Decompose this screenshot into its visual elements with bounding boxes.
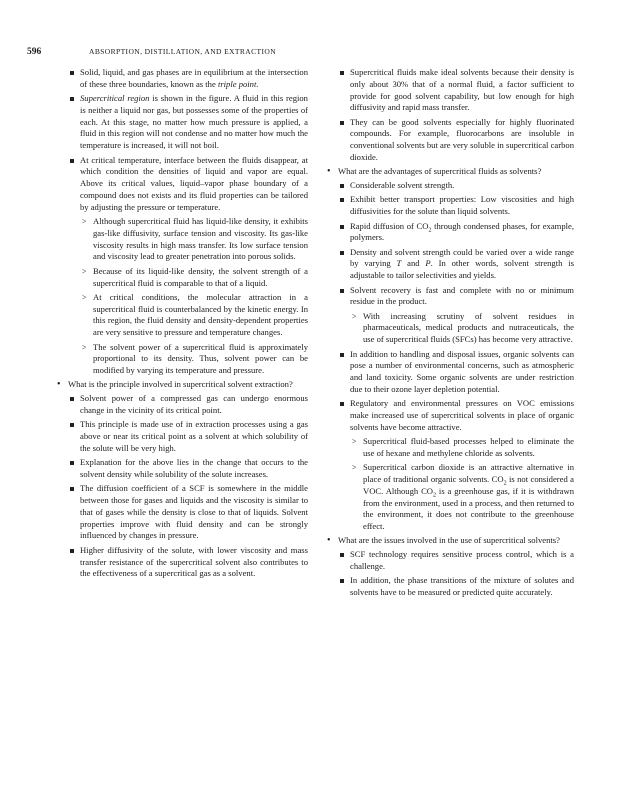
subpoint-hexane-elimination: > Supercritical fluid-based processes helped to eliminate the use of hexane and methylene chloride as solvents.: [350, 436, 574, 460]
bullet-solvent-strength: Considerable solvent strength.: [338, 180, 574, 192]
left-column: [56, 67, 308, 583]
bullet-higher-diffusivity: Higher diffusivity of the solute, with lower viscosity and mass transfer resistance of the supercritical solvent also contributes to the effectiveness of a supercritical gas as a solvent.: [68, 545, 308, 580]
question-principle: • What is the principle involved in supercritical solvent extraction?: [56, 379, 308, 391]
bullet-explanation: Explanation for the above lies in the change that occurs to the solvent density while solubility of the solute increases.: [68, 457, 308, 481]
bullet-environmental-concerns: In addition to handling and disposal issues, organic solvents can pose a number of environmental concerns, such as atmospheric and land toxicity. Some organic solvents are under restriction due to their ozone layer depletion potential.: [338, 349, 574, 396]
page-header: [27, 47, 597, 59]
bullet-ideal-solvents: Supercritical fluids make ideal solvents because their density is only about 30% that of a normal fluid, a factor sufficient to provide for good solvent capability, but low enough for high diffusivity and rapid mass transfer.: [338, 67, 574, 114]
bullet-solvent-power: Solvent power of a compressed gas can undergo enormous change in the vicinity of its critical point.: [68, 393, 308, 417]
running-head: ABSORPTION, DISTILLATION, AND EXTRACTION: [89, 47, 277, 56]
subpoint-carbon-dioxide: > Supercritical carbon dioxide is an attractive alternative in place of traditional organic solvents. $CO_2$ is not considered a VOC. Although $CO_2$ is a greenhouse gas, if it is withdrawn from the environment, used in a process, and then returned to the environment, it does not contribute to the greenhouse effect.: [350, 462, 574, 533]
subpoint-gas-like-diffusivity: > Although supercritical fluid has liquid-like density, it exhibits gas-like diffusivity, surface tension and viscosity. Its gas-like viscosity results in high mass transfer. Its low surface tension and viscosity lead to greater penetration into porous solids.: [80, 216, 308, 263]
bullet-voc-regulation: Regulatory and environmental pressures on VOC emissions make increased use of supercritical solvents in place of organic solvents have become attractive.: [338, 398, 574, 433]
bullet-diffusion-coefficient: The diffusion coefficient of a SCF is somewhere in the middle between those for gases and liquids and the viscosity is similar to that of gases while the density is close to that of liquids. Solvent properties improve with fluid density and can be strongly influenced by changes in pressure.: [68, 483, 308, 542]
subpoint-solvent-residues: > With increasing scrutiny of solvent residues in pharmaceuticals, medical products and nutraceuticals, the use of supercritical fluids (SFCs) has become very attractive.: [350, 311, 574, 346]
page-number: 596: [27, 47, 42, 57]
bullet-fluorinated: They can be good solvents especially for highly fluorinated compounds. For example, fluorocarbons are insoluble in conventional solvents but are very soluble in supercritical carbon dioxide.: [338, 117, 574, 164]
subpoint-liquid-like-density: > Because of its liquid-like density, the solvent strength of a supercritical fluid is comparable to that of a liquid.: [80, 266, 308, 290]
bullet-principle-use: This principle is made use of in extraction processes using a gas above or near its critical point as a solvent at which solubility of the solute will be very high.: [68, 419, 308, 454]
bullet-density-variation: Density and solvent strength could be varied over a wide range by varying T and P. In other words, solvent strength is adjustable to tailor selectivities and yields.: [338, 247, 574, 282]
bullet-critical-temperature: At critical temperature, interface between the fluids disappear, at which condition the densities of liquid and vapor are equal. Above its critical values, liquid–vapor phase boundary of a compound does not exists and its fluid properties can be tailored by adjusting the pressure or temperature.: [68, 155, 308, 214]
question-issues: • What are the issues involved in the use of supercritical solvents?: [326, 535, 574, 547]
subpoint-solvent-power: > The solvent power of a supercritical fluid is approximately proportional to its density. Thus, solvent power can be modified by varying its temperature and pressure.: [80, 342, 308, 377]
bullet-supercritical-region: Supercritical region is shown in the figure. A fluid in this region is neither a liquid nor gas, but possesses some of the properties of each. At this stage, no matter how much pressure is applied, a fluid in this region will not condense and no matter how much the temperature is increased, it will not boil.: [68, 93, 308, 152]
bullet-rapid-diffusion: Rapid diffusion of $CO_2$ through condensed phases, for example, polymers.: [338, 221, 574, 245]
bullet-solvent-recovery: Solvent recovery is fast and complete with no or minimum residue in the product.: [338, 285, 574, 309]
right-column: [326, 67, 574, 601]
bullet-transport-properties: Exhibit better transport properties: Low viscosities and high diffusivities for the solute than liquid solvents.: [338, 194, 574, 218]
bullet-process-control: SCF technology requires sensitive process control, which is a challenge.: [338, 549, 574, 573]
question-advantages: • What are the advantages of supercritical fluids as solvents?: [326, 166, 574, 178]
bullet-triple-point: Solid, liquid, and gas phases are in equilibrium at the intersection of these three boundaries, known as the triple point.: [68, 67, 308, 91]
bullet-phase-transitions: In addition, the phase transitions of the mixture of solutes and solvents have to be measured or predicted quite accurately.: [338, 575, 574, 599]
subpoint-molecular-attraction: > At critical conditions, the molecular attraction in a supercritical fluid is counterbalanced by the kinetic energy. In this region, the fluid density and density-dependent properties are very sensitive to pressure and temperature changes.: [80, 292, 308, 339]
